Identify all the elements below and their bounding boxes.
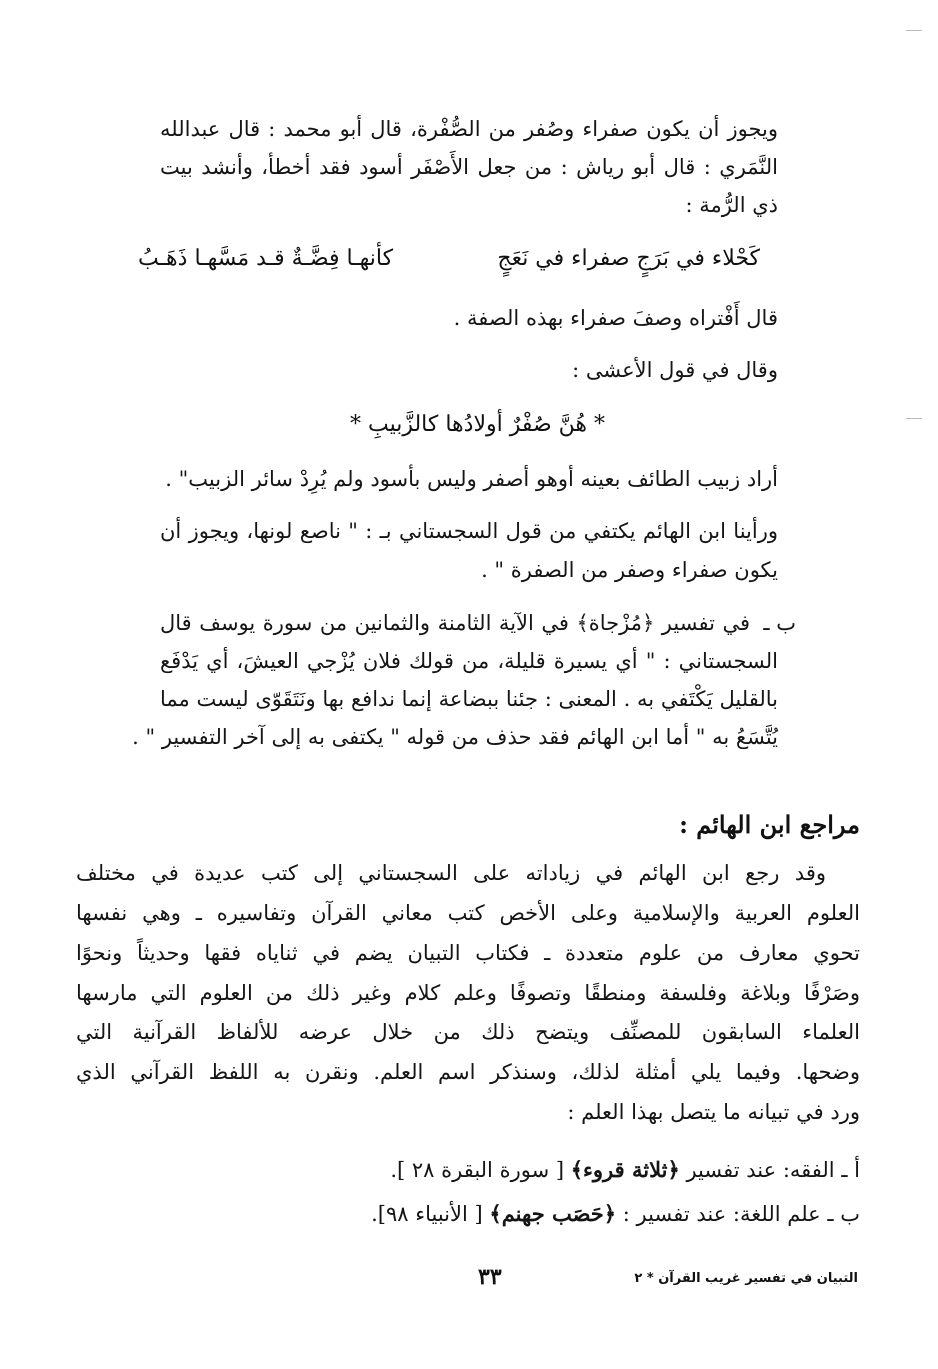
list-item-a-prefix: الفقه: عند تفسير [686,1158,835,1182]
running-title: التبيان في تفسير غريب القرآن * ٢ [634,1271,858,1286]
section-body-line-2: العلوم العربية والإسلامية وعلى الأخص كتب معاني القرآن وتفاسيره ـ وهي نفسها [76,901,860,925]
scan-mark [906,30,922,31]
section-body-line-3: تحوي معارف من علوم متعددة ـ فكتاب التبيان يضم في ثناياه فقها وحديثاً ونحوًا [76,941,860,965]
section-body-line-1: وقد رجع ابن الهائم في زياداته على السجستاني إلى كتب عديدة في مختلف [76,861,826,885]
section-body-line-6: وضحها. وفيما يلي أمثلة لذلك، وسنذكر اسم العلم. ونقرن به اللفظ القرآني الذي [76,1060,860,1084]
paragraph-5-line-1: ورأينا ابن الهائم يكتفي من قول السجستاني بـ : " ناصع لونها، ويجوز أن [160,519,778,543]
section-body-line-7: ورد في تبيانه ما يتصل بهذا العلم : [567,1100,860,1124]
paragraph-5-line-2: يكون صفراء وصفر من الصفرة " . [481,558,778,582]
list-item-b [371,1199,860,1229]
section-heading: مراجع ابن الهائم : [679,810,860,839]
item-b-line-1: في تفسير ﴿مُزْجاة﴾ في الآية الثامنة والثمانين من سورة يوسف قال [160,611,750,635]
list-item-b-term: ﴿حَصَب جهنم﴾ [489,1201,617,1226]
item-b-marker: ب ـ [763,611,796,635]
verse-1-first-hemistich: كَحْلاء في بَرَجٍ صفراء في نَعَجٍ [497,246,760,271]
paragraph-1-line-1: ويجوز أن يكون صفراء وصُفر من الصُّفْرة، قال أبو محمد : قال عبدالله [160,117,778,141]
section-body-line-4: وصَرْفًا وبلاغة وفلسفة ومنطقًا وتصوفًا وعلم كلام وغير ذلك من العلوم التي مارسها [76,981,860,1005]
verse-1-second-hemistich: كأنهـا فِضَّـةٌ قـد مَسَّهـا ذَهَـبُ [138,246,394,271]
paragraph-4: أراد زبيب الطائف بعينه أوهو أصفر وليس بأسود ولم يُرِدْ سائر الزبيب" . [165,467,778,491]
list-item-a-reference: [ سورة البقرة ٢٨ ]. [390,1158,565,1182]
paragraph-2: قال أَفْتراه وصفَ صفراء بهذه الصفة . [453,306,778,330]
item-b-line-4: يُتَّسَعُ به " أما ابن الهائم فقد حذف من قوله " يكتفى به إلى آخر التفسير " . [132,725,778,749]
paragraph-1-line-2: النَّمَري : قال أبو رياش : من جعل الأَصْفَر أسود فقد أخطأ، وأنشد بيت [160,155,778,179]
item-b-line-3: بالقليل يَكْتَفي به . المعنى : جئنا ببضاعة إنما ندافع بها ونَتَقَوّى ليست مما [160,687,778,711]
section-body-line-5: العلماء السابقون للمصنِّف ويتضح ذلك من خلال عرضه للألفاظ القرآنية التي [76,1020,860,1044]
page-number: ٣٣ [478,1264,502,1290]
list-item-a-term: ﴿ثلاثة قروء﴾ [570,1157,680,1182]
verse-2: * هُنَّ صُفْرٌ أولادُها كالزَّبيبِ * [349,412,605,437]
list-item-b-reference: [ الأنبياء ٩٨]. [371,1202,483,1226]
list-item-a-marker: أ ـ [841,1158,860,1182]
scan-mark [906,418,922,419]
item-b-line-2: السجستاني : " أي يسيرة قليلة، من قولك فلان يُزْجي العيشَ، أي يَدْفَع [160,649,778,673]
list-item-a [390,1155,860,1185]
paragraph-1-line-3: ذي الرُّمة : [685,193,778,217]
paragraph-3: وقال في قول الأعشى : [572,358,778,382]
list-item-b-prefix: علم اللغة: عند تفسير : [622,1202,821,1226]
list-item-b-marker: ب ـ [827,1202,860,1226]
